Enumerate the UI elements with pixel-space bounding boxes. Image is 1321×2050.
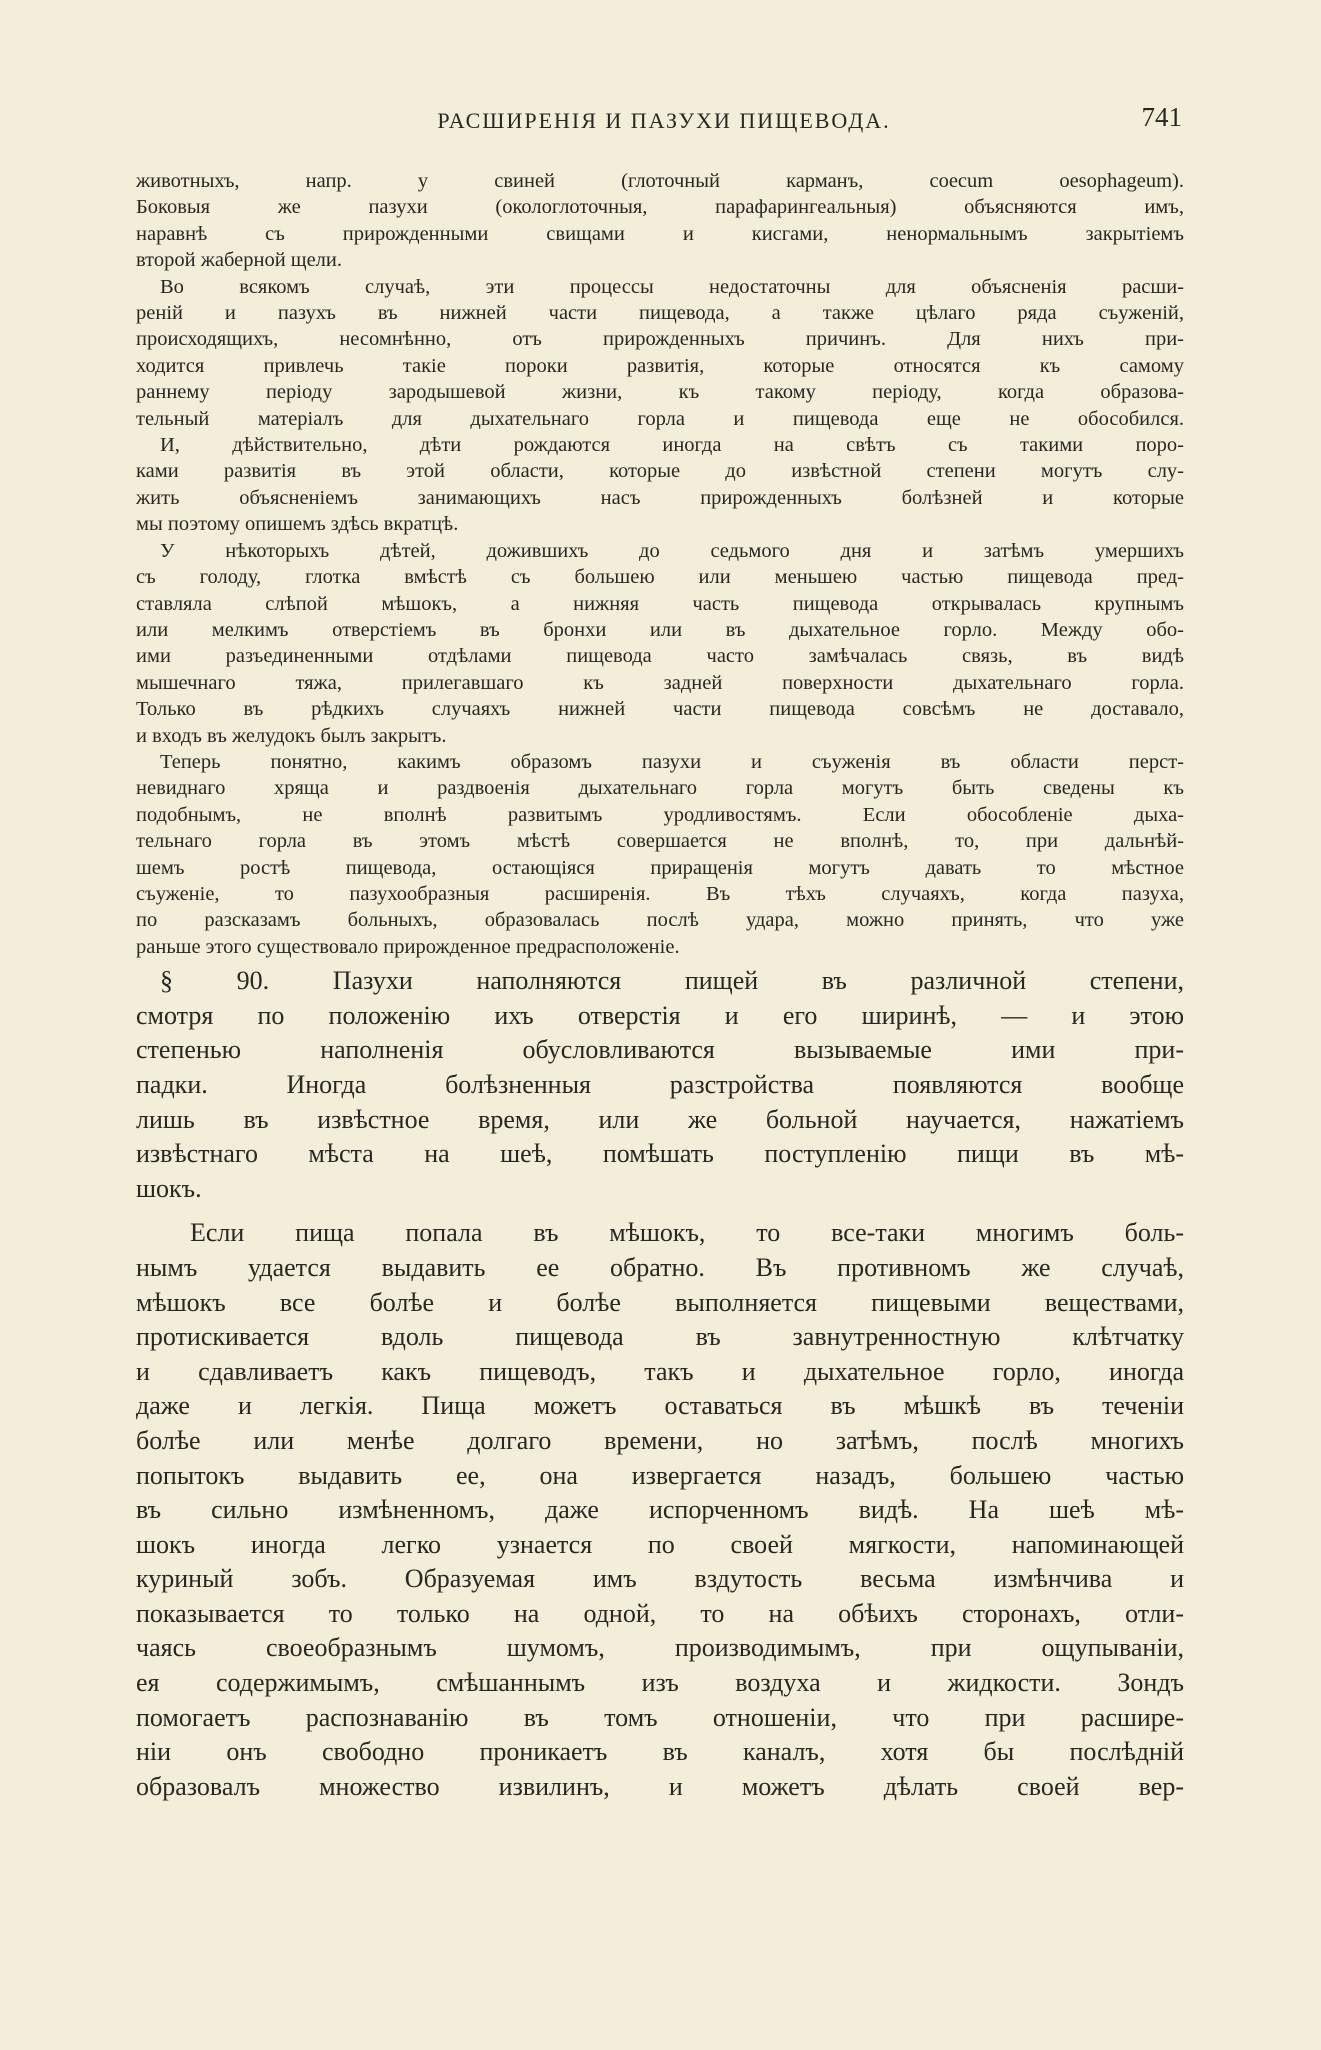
text-line: протискивается вдоль пищевода въ завнутренностную клѣтчатку [136,1322,1184,1352]
text-line: Боковыя же пазухи (окологлоточныя, парафарингеальныя) объясняются имъ, [136,196,1184,219]
text-line: нымъ удается выдавить ее обратно. Въ противномъ же случаѣ, [136,1252,1184,1282]
text-line: тельнаго горла въ этомъ мѣстѣ совершается не вполнѣ, то, при дальнѣй- [136,830,1184,853]
page-header [138,100,1190,140]
text-line: ея содержимымъ, смѣшаннымъ изъ воздуха и жидкости. Зондъ [136,1668,1184,1698]
text-line: ками развитія въ этой области, которые до извѣстной степени могутъ слу- [136,460,1184,483]
text-line: Теперь понятно, какимъ образомъ пазухи и съуженія въ области перст- [160,750,1184,773]
text-line: помогаетъ распознаванію въ томъ отношеніи, что при расшире- [136,1702,1184,1732]
text-line: образовалъ множество извилинъ, и можетъ дѣлать своей вер- [136,1771,1184,1801]
text-line: ставляла слѣпой мѣшокъ, а нижняя часть пищевода открывалась крупнымъ [136,592,1184,615]
text-line: раньше этого существовало прирожденное предрасположеніе. [136,935,680,958]
body-text [136,168,1184,1804]
text-line: куриный зобъ. Образуемая имъ вздутость весьма измѣнчива и [136,1564,1184,1594]
text-line: происходящихъ, несомнѣнно, отъ прирожденныхъ причинъ. Для нихъ при- [136,328,1184,351]
text-line: шокъ. [136,1173,202,1203]
section-heading-line: § 90. Пазухи наполняются пищей въ различной степени, [160,966,1184,996]
text-line: съуженіе, то пазухообразныя расширенія. Въ тѣхъ случаяхъ, когда пазуха, [136,882,1184,905]
running-head: РАСШИРЕНІЯ И ПАЗУХИ ПИЩЕВОДА. [437,108,891,133]
text-line: степенью наполненія обусловливаются вызываемые ими при- [136,1035,1184,1065]
text-line: падки. Иногда болѣзненныя разстройства появляются вообще [136,1069,1184,1099]
text-line: показывается то только на одной, то на обѣихъ сторонахъ, отли- [136,1598,1184,1628]
text-line: мы поэтому опишемъ здѣсь вкратцѣ. [136,513,459,536]
text-line: мышечнаго тяжа, прилегавшаго къ задней поверхности дыхательнаго горла. [136,671,1184,694]
text-line: ходится привлечь такіе пороки развитія, которые относятся къ самому [136,354,1184,377]
text-line: или мелкимъ отверстіемъ въ бронхи или въ дыхательное горло. Между обо- [136,618,1184,641]
text-line: ими разъединенными отдѣлами пищевода часто замѣчалась связь, въ видѣ [136,645,1184,668]
text-line: наравнѣ съ прирожденными свищами и кисгами, ненормальнымъ закрытіемъ [136,222,1184,245]
text-line: болѣе или менѣе долгаго времени, но затѣмъ, послѣ многихъ [136,1425,1184,1455]
large-print-section [136,964,1184,1804]
small-print-section [136,168,1184,960]
text-line: У нѣкоторыхъ дѣтей, дожившихъ до седьмого дня и затѣмъ умершихъ [160,539,1184,562]
text-line: шемъ ростѣ пищевода, остающіяся приращенія могутъ давать то мѣстное [136,856,1184,879]
text-line: раннему періоду зародышевой жизни, къ такому періоду, когда образова- [136,381,1184,404]
text-line: Если пища попала въ мѣшокъ, то все-таки многимъ боль- [190,1218,1184,1248]
text-line: реній и пазухъ въ нижней части пищевода, а также цѣлаго ряда съуженій, [136,302,1184,325]
text-line: шокъ иногда легко узнается по своей мягкости, напоминающей [136,1529,1184,1559]
text-line: попытокъ выдавить ее, она извергается назадъ, большею частью [136,1460,1184,1490]
text-line: тельный матеріалъ для дыхательнаго горла и пищевода еще не обособился. [136,407,1184,430]
text-line: извѣстнаго мѣста на шеѣ, помѣшать поступленію пищи въ мѣ- [136,1139,1184,1169]
text-line: животныхъ, напр. у свиней (глоточный карманъ, coecum oesophageum). [136,170,1184,192]
text-line: съ голоду, глотка вмѣстѣ съ большею или меньшею частью пищевода пред- [136,566,1184,589]
text-line: даже и легкія. Пища можетъ оставаться въ мѣшкѣ въ теченіи [136,1391,1184,1421]
text-line: второй жаберной щели. [136,249,343,272]
text-line: по разсказамъ больныхъ, образовалась послѣ удара, можно принять, что уже [136,909,1184,932]
text-line: чаясь своеобразнымъ шумомъ, производимымъ, при ощупываніи, [136,1633,1184,1663]
text-line: жить объясненіемъ занимающихъ насъ прирожденныхъ болѣзней и которые [136,486,1184,509]
page-number: 741 [1141,102,1182,132]
text-line: Только въ рѣдкихъ случаяхъ нижней части пищевода совсѣмъ не доставало, [136,698,1184,721]
text-line: мѣшокъ все болѣе и болѣе выполняется пищевыми веществами, [136,1287,1184,1317]
text-line: лишь въ извѣстное время, или же больной научается, нажатіемъ [136,1104,1184,1134]
text-line: и входъ въ желудокъ былъ закрытъ. [136,724,447,747]
text-line: невиднаго хряща и раздвоенія дыхательнаго горла могутъ быть сведены къ [136,777,1184,800]
text-line: подобнымъ, не вполнѣ развитымъ уродливостямъ. Если обособленіе дыха- [136,803,1184,826]
text-line: смотря по положенію ихъ отверстія и его ширинѣ, — и этою [136,1000,1184,1030]
text-line: И, дѣйствительно, дѣти рождаются иногда на свѣтъ съ такими поро- [160,434,1184,457]
text-line: ніи онъ свободно проникаетъ въ каналъ, хотя бы послѣдній [136,1737,1184,1767]
text-line: Во всякомъ случаѣ, эти процессы недостаточны для объясненія расши- [160,275,1184,298]
text-line: въ сильно измѣненномъ, даже испорченномъ видѣ. На шеѣ мѣ- [136,1495,1184,1525]
text-line: и сдавливаетъ какъ пищеводъ, такъ и дыхательное горло, иногда [136,1356,1184,1386]
